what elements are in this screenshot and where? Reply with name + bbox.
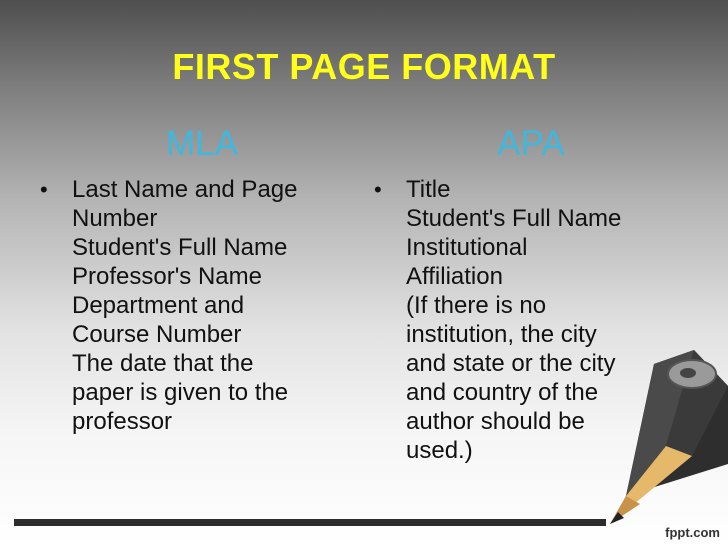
mla-line: Last Name and Page (72, 176, 298, 203)
mla-line: Department and (72, 292, 245, 319)
apa-line: Institutional (406, 234, 528, 261)
bottom-bar (14, 519, 606, 526)
apa-line: institution, the city (406, 321, 597, 348)
mla-line: The date that the (72, 350, 254, 377)
apa-line: Student's Full Name (406, 205, 622, 232)
mla-line: professor (72, 408, 173, 435)
apa-line: (If there is no (406, 292, 547, 319)
apa-heading: APA (497, 124, 565, 163)
mla-line: Student's Full Name (72, 234, 288, 261)
pencil-icon (596, 346, 728, 530)
mla-line: Professor's Name (72, 263, 262, 290)
mla-column (40, 175, 340, 436)
mla-line: Number (72, 205, 158, 232)
apa-line: and country of the (406, 379, 599, 406)
slide-title: FIRST PAGE FORMAT (172, 46, 556, 87)
bullet-icon: • (40, 177, 48, 202)
mla-line: paper is given to the (72, 379, 289, 406)
apa-line: used.) (406, 437, 473, 464)
mla-list (72, 175, 340, 436)
apa-line: and state or the city (406, 350, 616, 377)
footer-brand: fppt.com (665, 525, 720, 540)
apa-line: Affiliation (406, 263, 503, 290)
apa-line: Title (406, 176, 451, 203)
mla-heading: MLA (166, 124, 238, 163)
mla-line: Course Number (72, 321, 242, 348)
apa-line: author should be (406, 408, 585, 435)
bullet-icon: • (374, 177, 382, 202)
